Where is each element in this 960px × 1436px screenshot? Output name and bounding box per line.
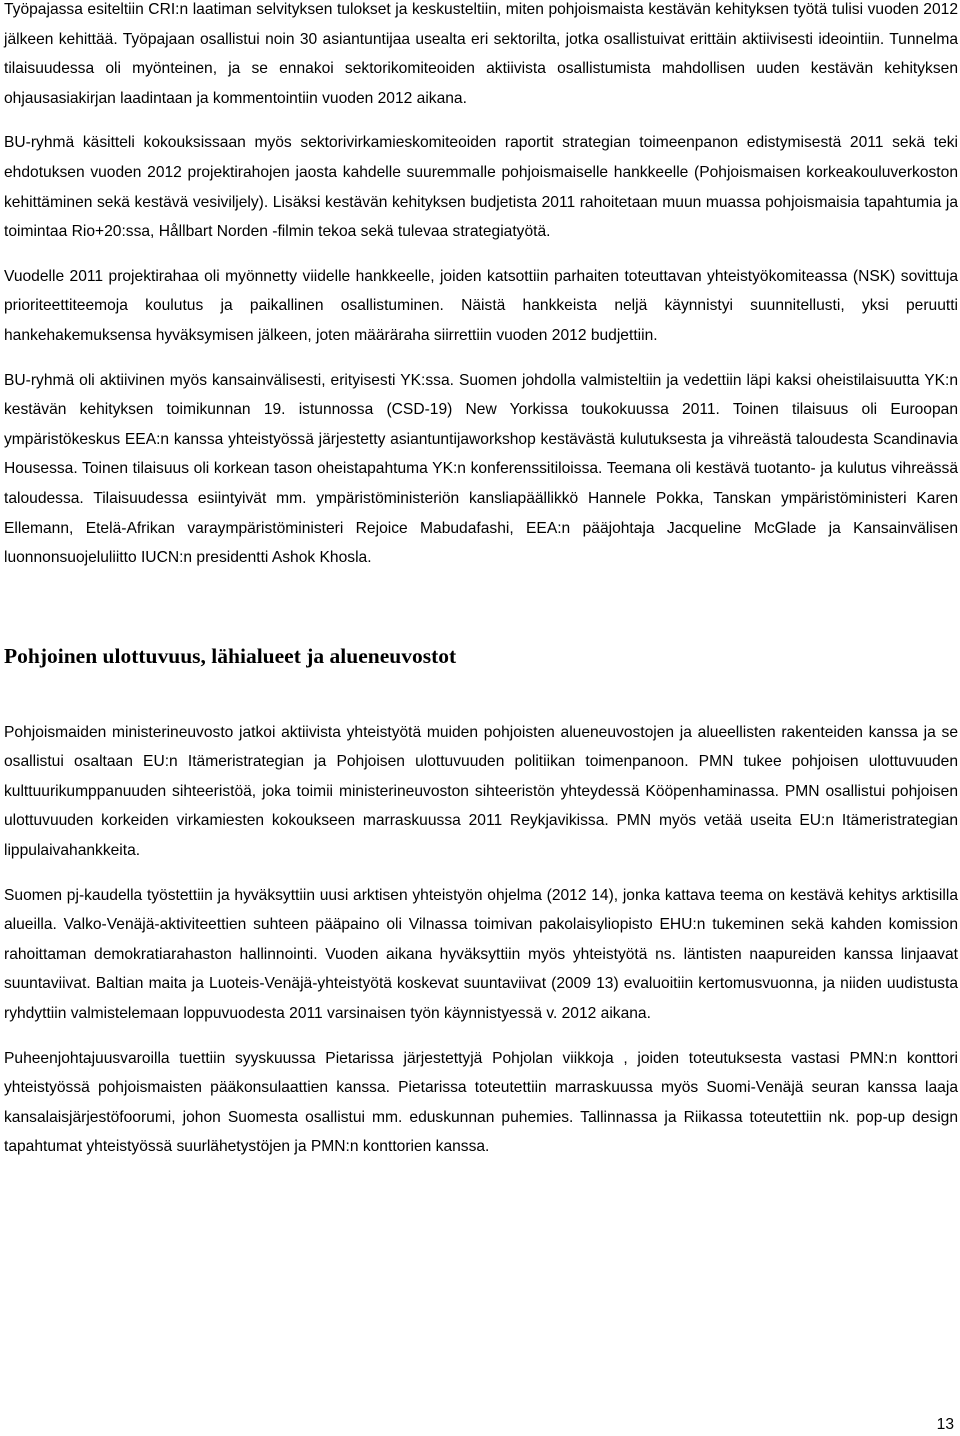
paragraph-gap: [4, 247, 958, 262]
paragraph: Suomen pj-kaudella työstettiin ja hyväksyttiin uusi arktisen yhteistyön ohjelma (2012 14), jonka kattava teema on kestävä kehitys arktisilla alueilla. Valko-Venäjä-aktiviteettien suhteen pääpaino oli Vilnassa toimivan pakolaisyliopisto EHU:n tukeminen sekä kahden komission rahoittaman demokratiarahaston hallinnointi. Vuoden aikana hyväksyttiin myös yhteistyötä ns. läntisten naapureiden kanssa linjaavat suuntaviivat. Baltian maita ja Luoteis-Venäjä-yhteistyötä koskevat suuntaviivat (2009 13) evaluoitiin kertomusvuonna, ja niiden uudistusta ryhdyttiin valmistelemaan loppuvuodesta 2011 varsinaisen työn käynnistyessä v. 2012 aikana.: [4, 886, 958, 1023]
paragraph-gap: [4, 1029, 958, 1044]
page-number: 13: [936, 1416, 954, 1433]
paragraph-gap: [4, 866, 958, 881]
paragraph-gap: [4, 113, 958, 128]
section-heading: Pohjoinen ulottuvuus, lähialueet ja alueneuvostot: [4, 643, 457, 668]
paragraph: BU-ryhmä oli aktiivinen myös kansainvälisesti, erityisesti YK:ssa. Suomen johdolla valmisteltiin ja vedettiin läpi kaksi oheistilaisuutta YK:n kestävän kehityksen toimikunnan 19. istunnossa (CSD-19) New Yorkissa toukokuussa 2011. Toinen tilaisuus oli Euroopan ympäristökeskus EEA:n kanssa yhteistyössä järjestetty asiantuntijaworkshop kestävästä kulutuksesta ja vihreästä taloudesta Scandinavia Housessa. Toinen tilaisuus oli korkean tason oheistapahtuma YK:n konferenssitiloissa. Teemana oli kestävä tuotanto- ja kulutus vihreässä taloudessa. Tilaisuudessa esiintyivät mm. ympäristöministeriön kansliapäällikkö Hannele Pokka, Tanskan ympäristöministeri Karen Ellemann, Etelä-Afrikan varaympäristöministeri Rejoice Mabudafashi, EEA:n pääjohtaja Jacqueline McGlade ja Kansainvälisen luonnonsuojeluliitto IUCN:n presidentti Ashok Khosla.: [4, 371, 958, 567]
paragraph: Vuodelle 2011 projektirahaa oli myönnetty viidelle hankkeelle, joiden katsottiin parhaiten toteuttavan yhteistyökomiteassa (NSK) sovittuja prioriteettiteemoja koulutus ja paikallinen osallistuminen. Näistä hankkeista neljä käynnistyi suunnitellusti, yksi peruutti hankehakemuksensa hyväksymisen jälkeen, joten määräraha siirrettiin vuoden 2012 budjettiin.: [4, 267, 958, 344]
paragraph-gap: [4, 351, 958, 366]
document-page: [4, 0, 958, 1162]
paragraph: Työpajassa esiteltiin CRI:n laatiman selvityksen tulokset ja keskusteltiin, miten pohjoismaista kestävän kehityksen työtä tulisi vuoden 2012 jälkeen kehittää. Työpajaan osallistui noin 30 asiantuntijaa usealta eri sektorilta, jotka osallistuivat erittäin aktiivisesti ideointiin. Tunnelma tilaisuudessa oli myönteinen, ja se ennakoi sektorikomiteoiden aktiivista osallistumista mahdollisen uuden kestävän kehityksen ohjausasiakirjan laadintaan ja kommentointiin vuoden 2012 aikana.: [4, 1, 958, 107]
paragraph: Pohjoismaiden ministerineuvosto jatkoi aktiivista yhteistyötä muiden pohjoisten alueneuvostojen ja alueellisten rakenteiden kanssa ja se osallistui osaltaan EU:n Itämeristrategian ja Pohjoisen ulottuvuuden politiikan toimenpanoon. PMN tukee pohjoisen ulottuvuuden kulttuurikumppanuuden sihteeristöä, joka toimii ministerineuvoston sihteeristön yhteydessä Kööpenhaminassa. PMN osallistui pohjoisen ulottuvuuden korkeiden virkamiesten kokoukseen marraskuussa 2011 Reykjavikissa. PMN myös vetää useita EU:n Itämeristrategian lippulaivahankkeita.: [4, 723, 958, 860]
paragraph: BU-ryhmä käsitteli kokouksissaan myös sektorivirkamieskomiteoiden raportit strategian toimeenpanon edistymisestä 2011 sekä teki ehdotuksen vuoden 2012 projektirahojen jaosta kahdelle suuremmalle pohjoismaiselle hankkeelle (Pohjoismaisen korkeakouluverkoston kehittäminen sekä kestävä vesiviljely). Lisäksi kestävän kehityksen budjetista 2011 rahoitetaan muun muassa pohjoismaisia tapahtumia ja toimintaa Rio+20:ssa, Hållbart Norden -filmin tekoa sekä tulevaa strategiatyötä.: [4, 134, 958, 241]
paragraph: Puheenjohtajuusvaroilla tuettiin syyskuussa Pietarissa järjestettyjä Pohjolan viikkoja , joiden toteutuksesta vastasi PMN:n konttori yhteistyössä pohjoismaisten pääkonsulaattien kanssa. Pietarissa toteutettiin marraskuussa myös Suomi-Venäjä seuran kanssa laaja kansalaisjärjestöfoorumi, johon Suomesta osallistui mm. eduskunnan puhemies. Tallinnassa ja Riikassa toteutettiin nk. pop-up design tapahtumat yhteistyössä suurlähetystöjen ja PMN:n konttorien kanssa.: [4, 1049, 958, 1156]
